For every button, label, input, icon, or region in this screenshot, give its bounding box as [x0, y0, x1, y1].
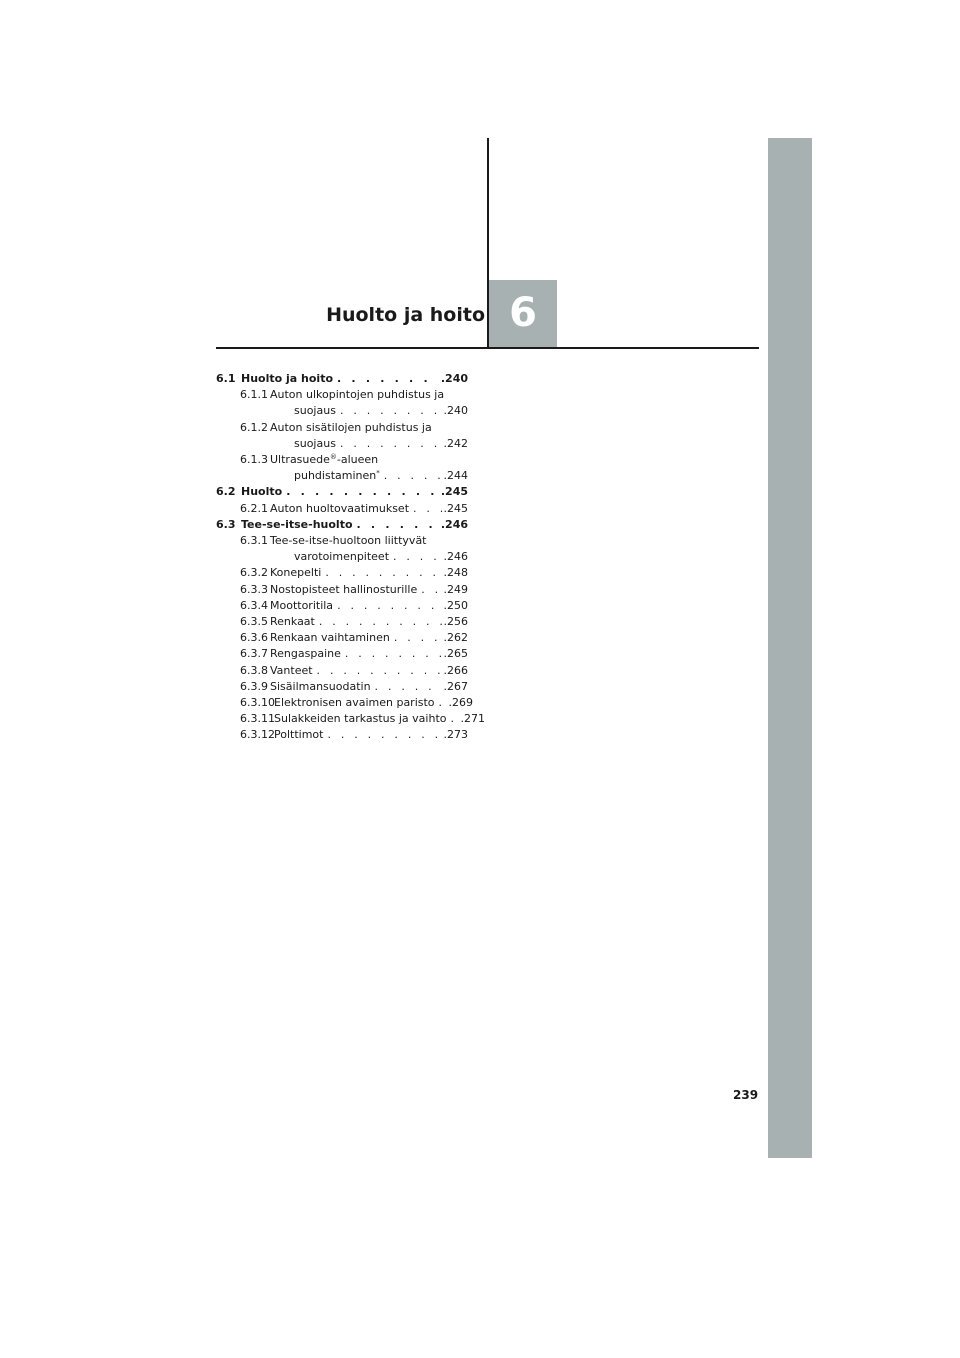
- toc-label: Tee-se-itse-huoltoon liittyvät: [270, 534, 427, 548]
- toc-label: Renkaan vaihtaminen: [270, 631, 390, 645]
- toc-label-continued: puhdistaminen*: [294, 469, 380, 483]
- toc-leader-dots: [447, 711, 459, 727]
- toc-number: 6.3.8: [240, 663, 268, 677]
- toc-label-continued: suojaus: [294, 404, 336, 418]
- toc-page: .271: [460, 712, 485, 726]
- toc-item-6-1-2[interactable]: [216, 420, 468, 452]
- toc-leader-dots: [336, 436, 442, 452]
- toc-page: .246: [440, 517, 468, 531]
- toc-item-6-3-11[interactable]: [216, 711, 485, 727]
- toc-leader-dots: [417, 582, 441, 598]
- toc-label: Moottoritila: [270, 598, 334, 612]
- toc-leader-dots: [435, 695, 447, 711]
- toc-leader-dots: [341, 646, 442, 662]
- toc-item-6-1-3[interactable]: [216, 452, 468, 484]
- toc-page: .240: [440, 372, 468, 385]
- toc-label: Renkaat: [270, 615, 315, 629]
- toc-number: 6.3.2: [240, 566, 268, 580]
- toc-label: Auton huoltovaatimukset: [270, 501, 410, 515]
- toc-page: .266: [443, 663, 468, 677]
- toc-page: .246: [443, 550, 468, 564]
- chapter-number: 6: [509, 290, 537, 336]
- toc-page: .273: [443, 728, 468, 742]
- toc-leader-dots: [315, 614, 442, 630]
- toc-page: .256: [443, 615, 468, 629]
- toc-number: 6.3.10: [240, 696, 275, 710]
- toc-page: .262: [443, 631, 468, 645]
- toc-section-6-2[interactable]: [216, 484, 468, 500]
- toc-leader-dots: [336, 403, 442, 419]
- toc-item-6-3-8[interactable]: [216, 663, 468, 679]
- toc-item-6-3-2[interactable]: [216, 565, 468, 581]
- toc-leader-dots: [321, 565, 441, 581]
- toc-item-6-1-1[interactable]: [216, 387, 468, 419]
- toc-page: .250: [443, 598, 468, 612]
- toc-page: .245: [443, 501, 468, 515]
- toc-label-continued: suojaus: [294, 436, 336, 450]
- chapter-side-tab: [768, 138, 812, 1158]
- toc-label: Sisäilmansuodatin: [270, 679, 371, 693]
- toc-item-6-3-4[interactable]: [216, 598, 468, 614]
- toc-leader-dots: [389, 549, 441, 565]
- toc-item-6-3-1[interactable]: [216, 533, 468, 565]
- toc-leader-dots: [323, 727, 441, 743]
- toc-number: 6.3.11: [240, 712, 275, 726]
- chapter-title: Huolto ja hoito: [326, 304, 485, 326]
- toc-label: Rengaspaine: [270, 647, 341, 661]
- toc-number: 6.2.1: [240, 501, 268, 515]
- toc-page: .244: [443, 469, 468, 483]
- header-horizontal-rule: [216, 347, 759, 349]
- toc-number: 6.3.12: [240, 728, 275, 742]
- toc-label-continued: varotoimenpiteet: [294, 550, 390, 564]
- toc-item-6-3-12[interactable]: [216, 727, 468, 743]
- toc-number: 6.3.1: [240, 534, 268, 548]
- toc-section-6-3[interactable]: [216, 517, 468, 533]
- toc-label: Ultrasuede®-alueen: [270, 453, 379, 467]
- toc-number: 6.2: [216, 485, 236, 499]
- toc-section-6-1[interactable]: [216, 371, 468, 387]
- toc-page: .265: [443, 647, 468, 661]
- toc-label: Sulakkeiden tarkastus ja vaihto: [274, 712, 447, 726]
- toc-number: 6.3.4: [240, 598, 268, 612]
- toc-item-6-3-9[interactable]: [216, 679, 468, 695]
- toc-item-6-3-5[interactable]: [216, 614, 468, 630]
- toc-item-6-3-10[interactable]: [216, 695, 474, 711]
- toc-leader-dots: [380, 468, 442, 484]
- toc-number: 6.3.7: [240, 647, 268, 661]
- toc-item-6-3-3[interactable]: [216, 582, 468, 598]
- toc-label: Tee-se-itse-huolto: [241, 517, 353, 531]
- toc-page: .269: [448, 696, 474, 710]
- toc-label: Elektronisen avaimen paristo: [274, 696, 435, 710]
- toc-label: Auton sisätilojen puhdistus ja: [270, 420, 432, 434]
- toc-label: Auton ulkopintojen puhdistus ja: [270, 388, 445, 402]
- toc-leader-dots: [313, 663, 442, 679]
- toc-number: 6.1.3: [240, 453, 268, 467]
- toc-number: 6.3.6: [240, 631, 268, 645]
- registered-mark: ®: [329, 453, 337, 462]
- toc-number: 6.3: [216, 517, 236, 531]
- toc-number: 6.3.3: [240, 582, 268, 596]
- toc-number: 6.3.9: [240, 679, 268, 693]
- toc-page: .248: [443, 566, 468, 580]
- toc-label: Huolto ja hoito: [241, 372, 334, 385]
- toc-page: .267: [443, 679, 468, 693]
- chapter-number-box: [489, 280, 557, 347]
- toc-label: Huolto: [241, 485, 283, 499]
- toc-number: 6.1: [216, 372, 236, 385]
- toc-item-6-3-6[interactable]: [216, 630, 468, 646]
- toc-leader-dots: [333, 371, 439, 387]
- toc-item-6-3-7[interactable]: [216, 646, 468, 662]
- asterisk-mark: *: [376, 469, 380, 478]
- toc-page: .249: [443, 582, 468, 596]
- toc-leader-dots: [282, 484, 439, 500]
- toc-number: 6.1.1: [240, 388, 268, 402]
- page-number: 239: [733, 1088, 759, 1102]
- toc-label: Vanteet: [270, 663, 313, 677]
- toc-page: .242: [443, 436, 468, 450]
- toc-leader-dots: [409, 501, 441, 517]
- toc-leader-dots: [333, 598, 441, 614]
- toc-label: Polttimot: [274, 728, 324, 742]
- toc-label: Nostopisteet hallinosturille: [270, 582, 418, 596]
- toc-number: 6.3.5: [240, 615, 268, 629]
- toc-leader-dots: [390, 630, 442, 646]
- toc-label: Konepelti: [270, 566, 322, 580]
- toc-item-6-2-1[interactable]: [216, 501, 468, 517]
- toc-page: .240: [443, 404, 468, 418]
- toc-number: 6.1.2: [240, 420, 268, 434]
- toc-leader-dots: [371, 679, 442, 695]
- toc-page: .245: [440, 485, 468, 499]
- table-of-contents: [216, 371, 485, 744]
- toc-leader-dots: [353, 517, 439, 533]
